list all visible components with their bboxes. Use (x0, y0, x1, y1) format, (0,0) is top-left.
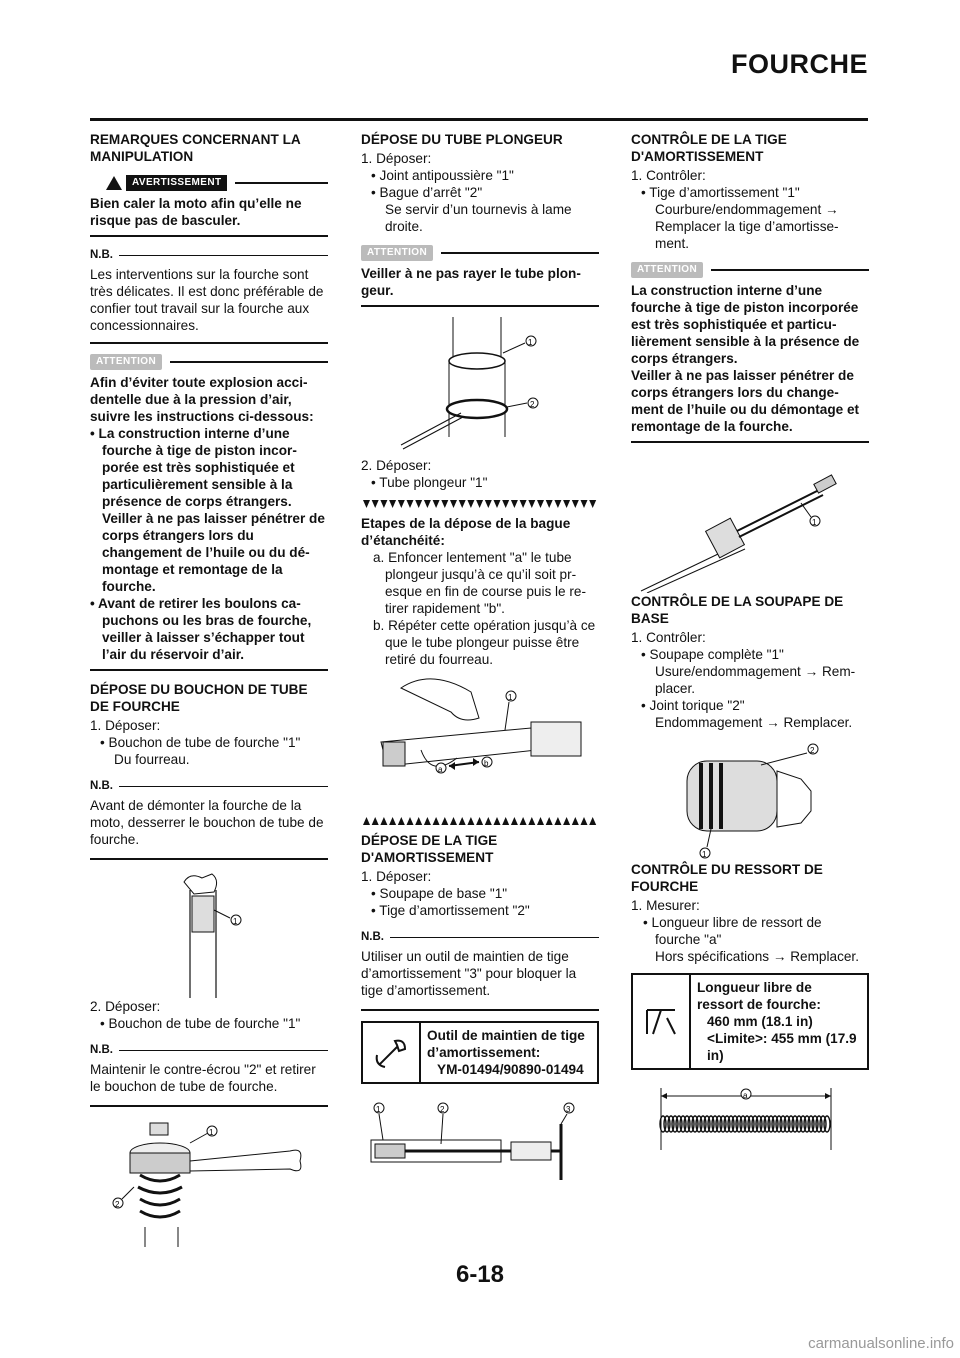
procedure-heading: Etapes de la dépose de la bague d’étanchéité: (361, 516, 571, 548)
step-text-2: 1. Contrôler: (631, 630, 706, 645)
attention-label: ATTENTION (361, 245, 433, 261)
section-heading-handling: REMARQUES CONCERNANT LA MANIPULATION (90, 132, 301, 164)
column-3 (631, 131, 869, 1170)
attention-header-3 (631, 262, 869, 278)
step-item: • Bague d’arrêt "2" (371, 185, 483, 200)
attention-bullet-2: • Avant de retirer les boulons ca-puchons ou les bras de fourche, veiller à laisser s’échapper tout l’air du réservoir d’air. (90, 596, 312, 662)
locknut-wrench-illustration (90, 1117, 328, 1247)
figure-fork-cap (90, 870, 328, 998)
step-item-3: • Joint torique "2" (641, 698, 745, 713)
figure-spring (631, 1080, 869, 1170)
note-header-4: N.B. (361, 929, 599, 946)
step-text: 1. Déposer: (90, 718, 161, 733)
callout-a: a (743, 1091, 748, 1100)
step-item-2: • Bouchon de tube de fourche "1" (100, 1016, 301, 1031)
spring-illustration (631, 1080, 869, 1170)
step-subtext: Courbure/endommagement → Remplacer la tige d’amortisse-ment. (655, 202, 839, 251)
warning-triangle-icon (106, 176, 122, 190)
attention-bullet-1: • La construction interne d’une fourche à tige de piston incor-porée est très sophistiquée et particulièrement sensible à la présence de corps étrangers. Veiller à ne pas laisser pénétrer de corps étrangers lors du changement de l’huile ou du dé-montage et remontage de la fourche. (90, 426, 325, 594)
step-subtext-2: Usure/endommagement → Rem-placer. (655, 664, 856, 696)
attention-header-1 (90, 354, 328, 370)
special-tool-box (361, 1021, 599, 1084)
callout-2: 2 (440, 1105, 445, 1114)
header-rule (90, 118, 868, 121)
callout-1: 1 (508, 693, 513, 702)
note-text-4: Utiliser un outil de maintien de tige d’amortissement "3" pour bloquer la tige d’amortissement. (361, 949, 577, 998)
figure-damper-holder (361, 1094, 599, 1194)
section-heading-base-valve: CONTRÔLE DE LA SOUPAPE DE BASE (631, 594, 844, 626)
section-heading-inner-tube: DÉPOSE DU TUBE PLONGEUR (361, 132, 563, 147)
section-heading-damper-removal: DÉPOSE DE LA TIGE D'AMORTISSEMENT (361, 833, 498, 865)
callout-1: 1 (209, 1128, 214, 1137)
callout-1: 1 (233, 917, 238, 926)
step-text-3: 1. Mesurer: (631, 898, 700, 913)
spec-box (631, 973, 869, 1070)
step-text-2: 2. Déposer: (90, 999, 161, 1014)
note-text-1: Les interventions sur la fourche sont très délicates. Il est donc préférable de confier tout travail sur la fourche aux concessionnaires. (90, 267, 324, 333)
callout-3: 3 (566, 1105, 571, 1114)
procedure-step-a: a. Enfoncer lentement "a" le tube plongeur jusqu’à ce qu’il soit pr-esque en fin de course puis le re-tirer rapidement "b". (373, 550, 587, 616)
procedure-step-b: b. Répéter cette opération jusqu’à ce que le tube plongeur puisse être retiré du fourreau. (373, 618, 596, 667)
oil-seal-illustration (361, 668, 599, 808)
callout-1: 1 (702, 850, 707, 859)
step-item: • Tige d’amortissement "1" (641, 185, 800, 200)
step-item-4: • Longueur libre de ressort de fourche "a" (643, 915, 822, 947)
attention-text-1: La construction interne d’une fourche à tige de piston incorporée est très sophistiquée et particu-lièrement sensible à la présence de corps étrangers. (631, 283, 860, 366)
callout-b: b (484, 759, 489, 768)
note-header-2: N.B. (90, 778, 328, 795)
warning-label: AVERTISSEMENT (126, 175, 227, 191)
warning-text: Bien caler la moto afin qu’elle ne risque pas de basculer. (90, 196, 302, 228)
attention-text: Veiller à ne pas rayer le tube plon-geur. (361, 266, 581, 298)
procedure-end-marker (361, 816, 599, 826)
column-1 (90, 131, 328, 1247)
procedure-start-marker (361, 499, 599, 509)
step-item-2: • Tube plongeur "1" (371, 475, 488, 490)
callout-2: 2 (530, 400, 535, 409)
note-text-2: Avant de démonter la fourche de la moto, desserrer le bouchon de tube de fourche. (90, 798, 324, 847)
tool-name: Outil de maintien de tige d’amortissement: (427, 1028, 585, 1060)
figure-dust-seal (361, 317, 599, 457)
attention-intro: Afin d’éviter toute explosion acci-dentelle due à la pression d’air, suivre les instructions ci-dessous: (90, 375, 314, 424)
callout-1: 1 (528, 338, 533, 347)
wrench-tool-icon (363, 1023, 421, 1082)
figure-oil-seal (361, 668, 599, 808)
step-subtext: Se servir d’un tournevis à lame droite. (385, 202, 572, 234)
step-subtext: Du fourreau. (114, 752, 190, 767)
step-item-3a: • Soupape de base "1" (371, 886, 508, 901)
callout-2: 2 (810, 746, 815, 755)
step-text-2: 2. Déposer: (361, 458, 432, 473)
callout-1: 1 (812, 518, 817, 527)
base-valve-illustration (631, 731, 869, 861)
note-text-3: Maintenir le contre-écrou "2" et retirer le bouchon de tube de fourche. (90, 1062, 316, 1094)
figure-damper-rod (631, 453, 869, 593)
fork-cap-illustration (90, 870, 328, 998)
figure-locknut (90, 1117, 328, 1247)
attention-label: ATTENTION (90, 354, 162, 370)
step-item: • Bouchon de tube de fourche "1" (100, 735, 301, 750)
figure-base-valve (631, 731, 869, 861)
step-subtext-4: Hors spécifications → Remplacer. (655, 949, 859, 964)
note-header-1: N.B. (90, 247, 328, 264)
column-2 (361, 131, 599, 1194)
step-text-3: 1. Déposer: (361, 869, 432, 884)
page-number: 6-18 (455, 1261, 505, 1288)
step-text: 1. Contrôler: (631, 168, 706, 183)
caliper-icon (633, 975, 691, 1068)
page-title: FOURCHE (731, 49, 868, 79)
warning-header (90, 175, 328, 191)
step-item-2: • Soupape complète "1" (641, 647, 784, 662)
attention-text-2: Veiller à ne pas laisser pénétrer de corps étrangers lors du change-ment de l’huile ou du démontage et remontage de la fourche. (631, 368, 860, 434)
tool-code: YM-01494/90890-01494 (437, 1062, 584, 1077)
callout-a: a (438, 765, 443, 774)
section-heading-spring: CONTRÔLE DU RESSORT DE FOURCHE (631, 862, 823, 894)
step-item-3b: • Tige d’amortissement "2" (371, 903, 530, 918)
note-header-3: N.B. (90, 1042, 328, 1059)
section-heading-damper-check: CONTRÔLE DE LA TIGE D'AMORTISSEMENT (631, 132, 787, 164)
step-text: 1. Déposer: (361, 151, 432, 166)
attention-header-2 (361, 245, 599, 261)
callout-2: 2 (115, 1200, 120, 1209)
damper-rod-illustration (631, 453, 869, 593)
step-subtext-3: Endommagement → Remplacer. (655, 715, 853, 730)
spec-value: 460 mm (18.1 in) (707, 1014, 813, 1029)
attention-label: ATTENTION (631, 262, 703, 278)
step-item: • Joint antipoussière "1" (371, 168, 514, 183)
dust-seal-illustration (361, 317, 599, 457)
section-heading-cap-removal: DÉPOSE DU BOUCHON DE TUBE DE FOURCHE (90, 682, 308, 714)
watermark: carmanualsonline.info (808, 1335, 954, 1352)
spec-name: Longueur libre de ressort de fourche: (697, 980, 821, 1012)
damper-holder-illustration (361, 1094, 599, 1194)
callout-1: 1 (376, 1105, 381, 1114)
spec-limit: <Limite>: 455 mm (17.9 in) (707, 1031, 857, 1063)
